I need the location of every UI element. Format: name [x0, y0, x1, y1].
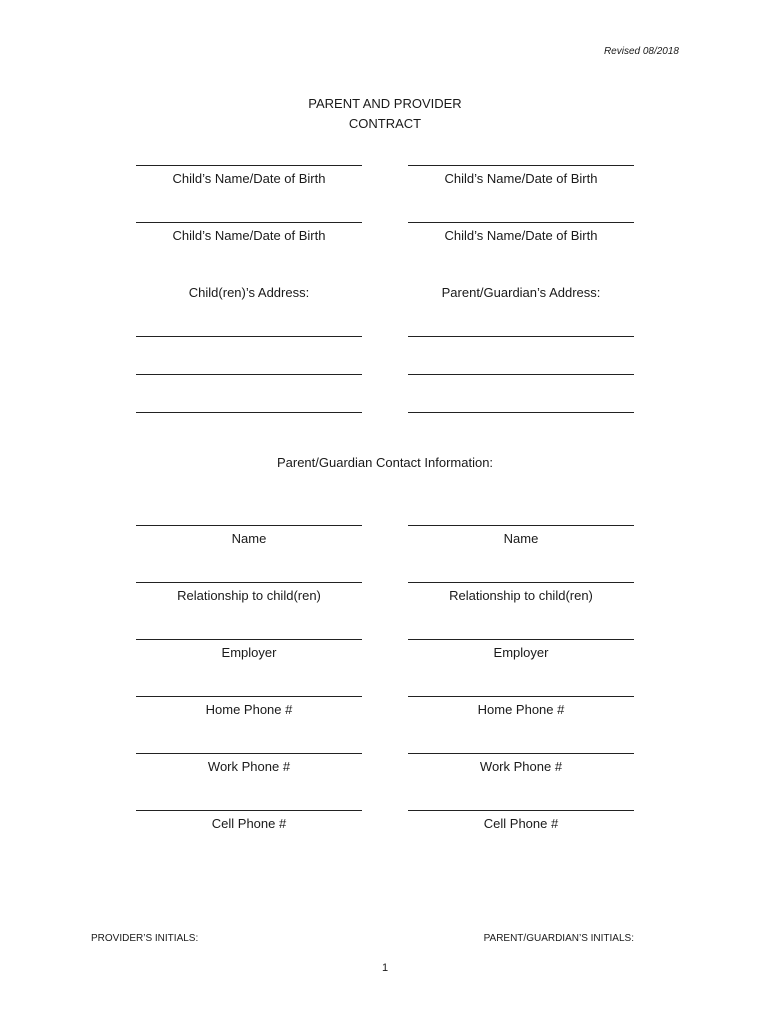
contact-section-title: Parent/Guardian Contact Information: [276, 455, 494, 470]
relationship-line-left[interactable] [136, 582, 362, 583]
contact-field-label: Home Phone # [477, 702, 565, 717]
employer-line-left[interactable] [136, 639, 362, 640]
child-name-line-2-left[interactable] [136, 222, 362, 223]
contact-field-label: Cell Phone # [211, 816, 287, 831]
contact-field-label: Work Phone # [479, 759, 563, 774]
child-name-label: Child’s Name/Date of Birth [172, 171, 326, 186]
relationship-line-right[interactable] [408, 582, 634, 583]
contact-field-label: Relationship to child(ren) [449, 588, 593, 603]
work-phone-line-right[interactable] [408, 753, 634, 754]
contact-field-label: Employer [221, 645, 277, 660]
children-address-label: Child(ren)’s Address: [188, 285, 310, 300]
contact-field-label: Name [503, 531, 539, 546]
contact-field-label: Employer [493, 645, 549, 660]
parent-address-label: Parent/Guardian’s Address: [441, 285, 601, 300]
child-name-line-2-right[interactable] [408, 222, 634, 223]
work-phone-line-left[interactable] [136, 753, 362, 754]
employer-line-right[interactable] [408, 639, 634, 640]
contact-field-label: Relationship to child(ren) [177, 588, 321, 603]
revision-date: Revised 08/2018 [603, 46, 679, 57]
child-name-label: Child’s Name/Date of Birth [444, 171, 598, 186]
parent-address-line-2[interactable] [408, 374, 634, 375]
contact-name-line-left[interactable] [136, 525, 362, 526]
document-title-line-1: PARENT AND PROVIDER [308, 96, 462, 111]
child-name-label: Child’s Name/Date of Birth [172, 228, 326, 243]
contact-field-label: Work Phone # [207, 759, 291, 774]
children-address-line-1[interactable] [136, 336, 362, 337]
home-phone-line-right[interactable] [408, 696, 634, 697]
contact-field-label: Cell Phone # [483, 816, 559, 831]
contact-name-line-right[interactable] [408, 525, 634, 526]
child-name-line-1-right[interactable] [408, 165, 634, 166]
children-address-line-3[interactable] [136, 412, 362, 413]
child-name-label: Child’s Name/Date of Birth [444, 228, 598, 243]
child-name-line-1-left[interactable] [136, 165, 362, 166]
parent-address-line-1[interactable] [408, 336, 634, 337]
cell-phone-line-right[interactable] [408, 810, 634, 811]
parent-initials-label: PARENT/GUARDIAN’S INITIALS: [483, 933, 634, 944]
parent-address-line-3[interactable] [408, 412, 634, 413]
home-phone-line-left[interactable] [136, 696, 362, 697]
cell-phone-line-left[interactable] [136, 810, 362, 811]
page-number: 1 [381, 962, 389, 974]
children-address-line-2[interactable] [136, 374, 362, 375]
contact-field-label: Name [231, 531, 267, 546]
contact-field-label: Home Phone # [205, 702, 293, 717]
document-title-line-2: CONTRACT [348, 116, 422, 131]
provider-initials-label: PROVIDER’S INITIALS: [91, 933, 199, 944]
